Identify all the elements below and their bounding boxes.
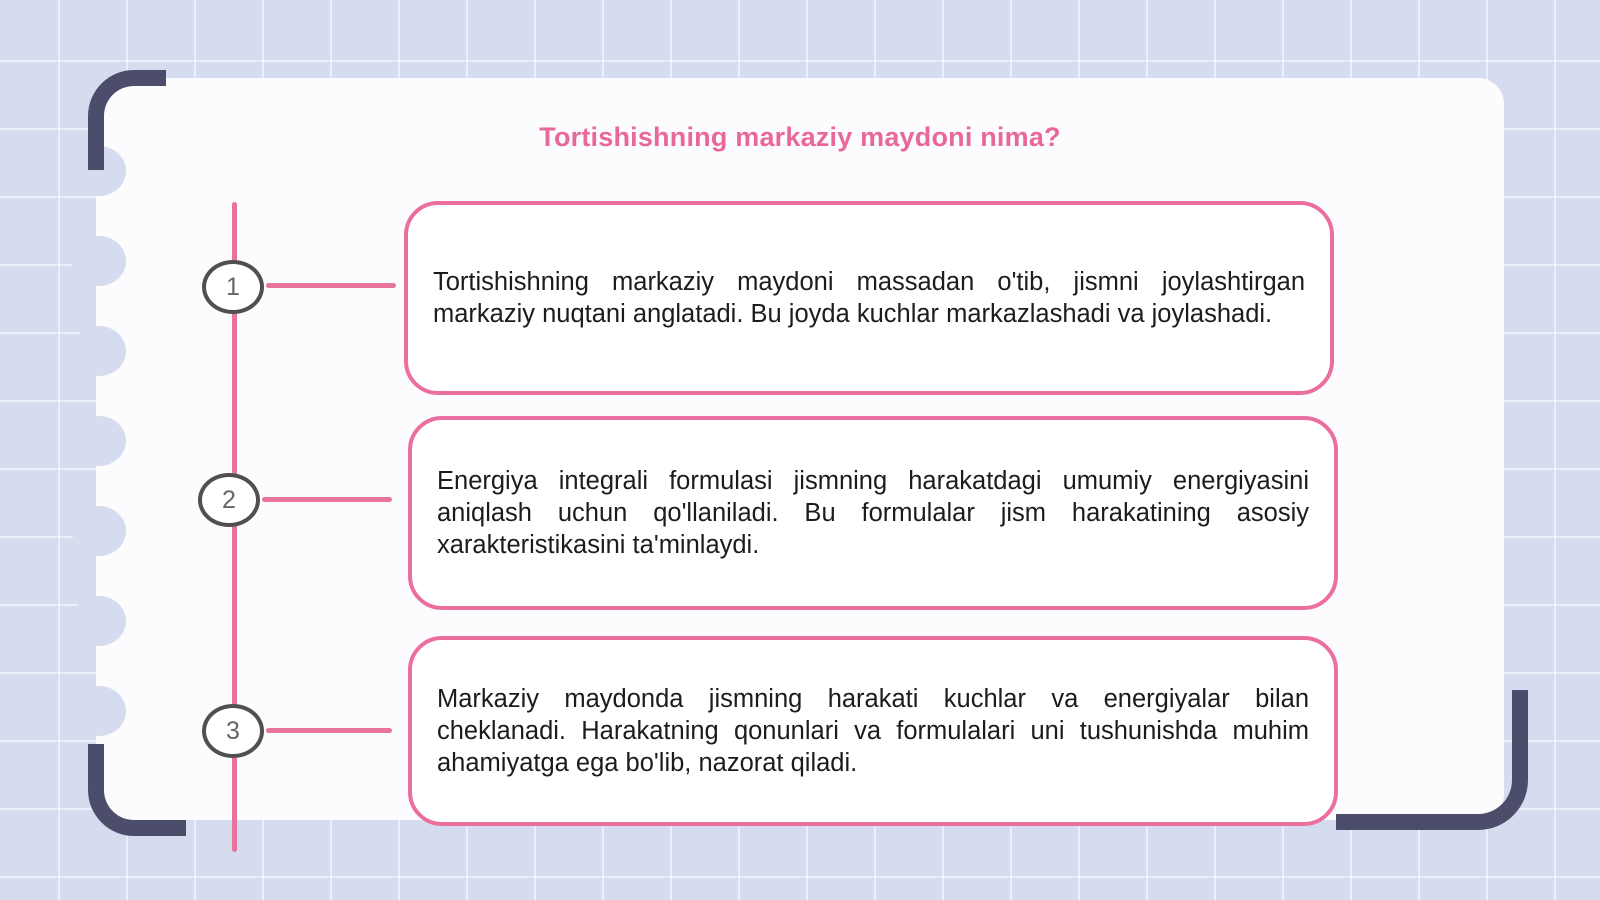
info-card-text: Markaziy maydonda jismning harakati kuchlar va energiyalar bilan cheklanadi. Harakatning qonunlari va formulalari uni tushunishda muhim ahamiyatga ega bo'lib, nazorat qiladi.: [437, 685, 1309, 777]
info-card: [408, 636, 1338, 826]
timeline-connector: [266, 728, 392, 733]
info-card: [408, 416, 1338, 610]
paper-notch: [72, 596, 126, 646]
paper-notch: [72, 506, 126, 556]
paper-notch: [72, 416, 126, 466]
paper-notch: [72, 326, 126, 376]
corner-bracket-bottom-left: [88, 744, 186, 836]
step-number-circle: 3: [202, 704, 264, 758]
corner-bracket-top-left: [88, 70, 166, 170]
info-card: [404, 201, 1334, 395]
slide-title: Tortishishning markaziy maydoni nima?: [539, 122, 1061, 152]
corner-bracket-bottom-right: [1336, 690, 1528, 830]
info-card-text: Tortishishning markaziy maydoni massadan o'tib, jismni joylashtirgan markaziy nuqtani anglatadi. Bu joyda kuchlar markazlashadi va joylashadi.: [433, 268, 1305, 328]
timeline-connector: [262, 497, 392, 502]
info-card-text: Energiya integrali formulasi jismning harakatdagi umumiy energiyasini aniqlash uchun qo'llaniladi. Bu formulalar jism harakatining asosiy xarakteristikasini ta'minlaydi.: [437, 467, 1309, 559]
paper-notch: [72, 236, 126, 286]
paper-notch: [72, 686, 126, 736]
step-number-circle: 2: [198, 473, 260, 527]
step-number-circle: 1: [202, 260, 264, 314]
timeline-connector: [266, 283, 396, 288]
